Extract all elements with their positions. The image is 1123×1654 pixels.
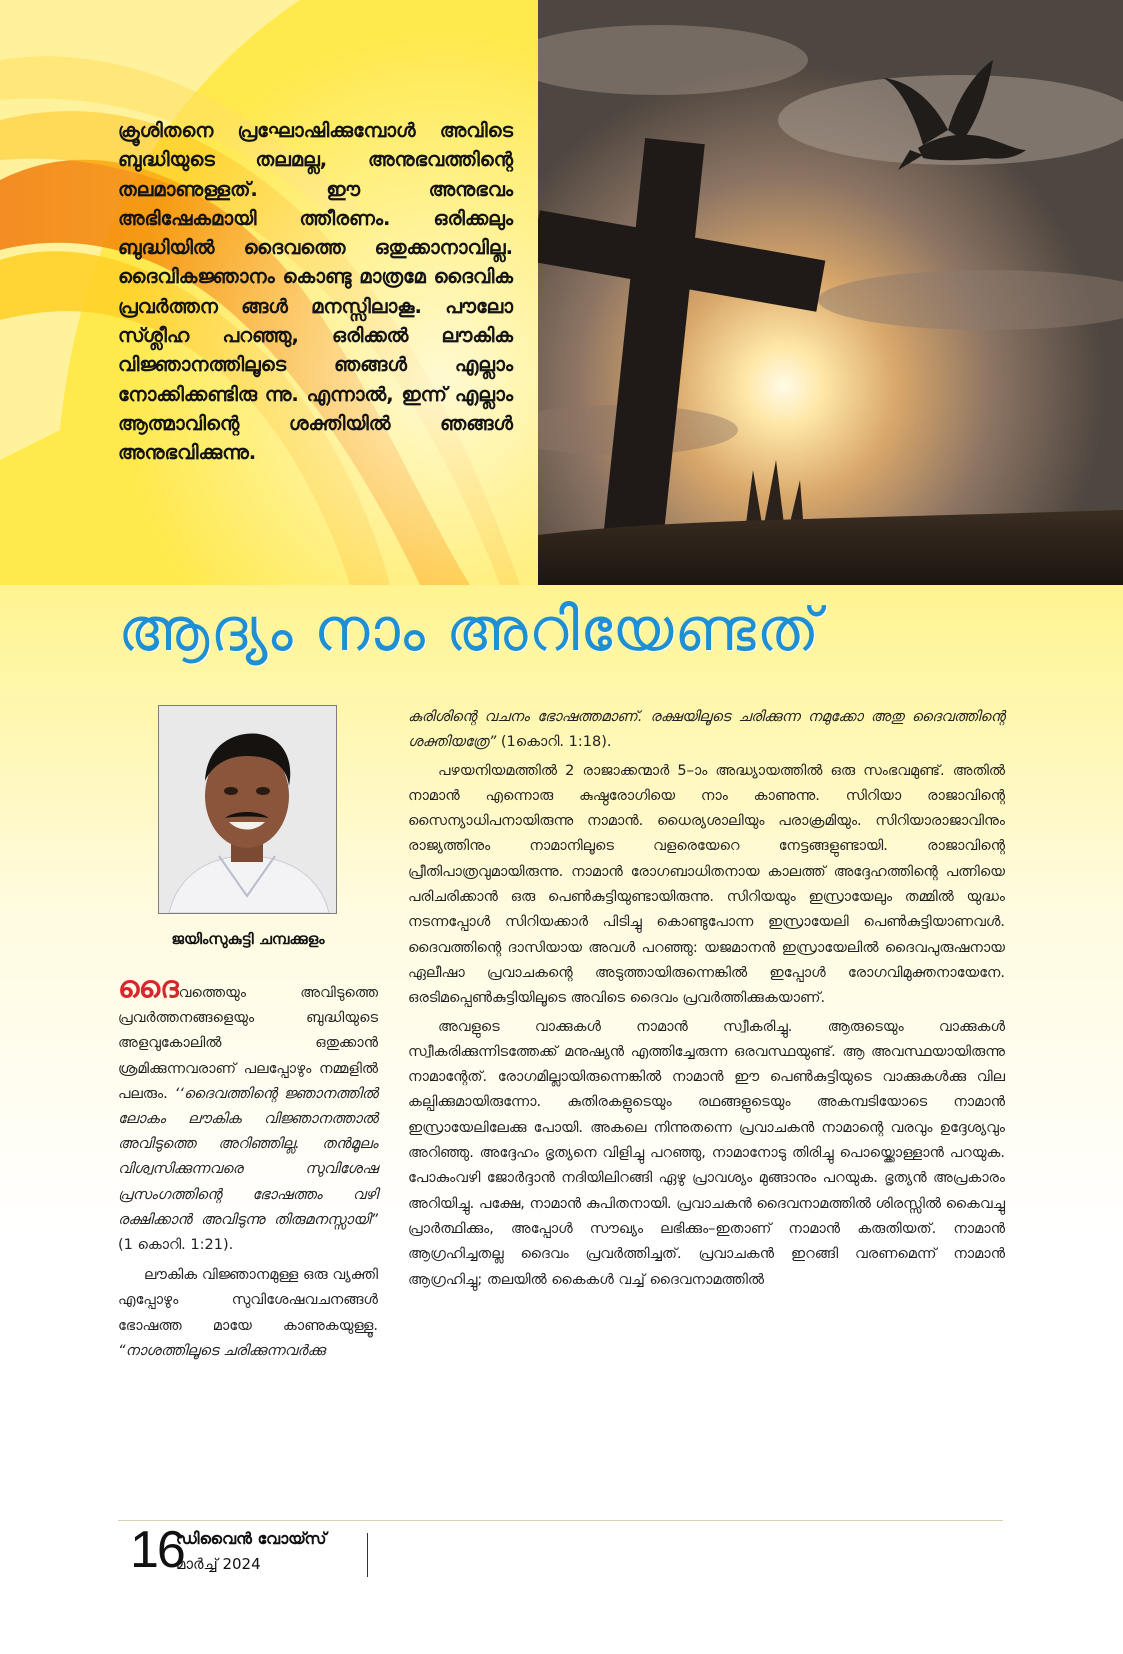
left-paragraph-1 [118, 970, 378, 1258]
right-p1-quote: കുരിശിന്റെ വചനം ഭോഷത്തമാണ്. രക്ഷയിലൂടെ ചരിക്കുന്ന നമുക്കോ അതു ദൈവത്തിന്റെ ശക്തിയത്രേ” [408, 709, 1005, 751]
left-paragraph-2 [118, 1263, 378, 1364]
cross-dove-illustration [538, 0, 1123, 585]
cross-sunset-photo [538, 0, 1123, 585]
footer-divider [118, 1520, 1003, 1521]
left-p2-quote: “നാശത്തിലൂടെ ചരിക്കുന്നവർക്കു [118, 1342, 326, 1359]
left-p1-ref: (1 കൊറി. 1:21). [118, 1237, 234, 1254]
right-paragraph-3: അവളുടെ വാക്കുകൾ നാമാൻ സ്വീകരിച്ചു. ആരുടെയും വാക്കുകൾ സ്വീകരിക്കുന്നിടത്തേക്ക് മനുഷ്യൻ എത്തിച്ചേരുന്ന ഒരവസ്ഥയുണ്ട്. ആ അവസ്ഥയായിരുന്നു നാമാന്റേത്. രോഗമില്ലായിരുന്നെങ്കിൽ നാമാൻ ഈ പെൺകുട്ടിയുടെ വാക്കുകൾക്കു വില കല്പിക്കുമായിരുന്നോ. കുതിരകളുടെയും രഥങ്ങളുടെയും അകമ്പടിയോടെ നാമാൻ ഇസ്രായേലിലേക്കു പോയി. അകലെ നിന്നുതന്നെ പ്രവാചകൻ നാമാന്റെ വരവും ഉദ്ദേശ്യവും അറിഞ്ഞു. അദ്ദേഹം ഭൃത്യനെ വിളിച്ചു പറഞ്ഞു, നാമാനോടു തിരിച്ചു പൊയ്ക്കൊള്ളാൻ പറയുക. പോകുംവഴി ജോർദ്ദാൻ നദിയിലിറങ്ങി ഏഴു പ്രാവശ്യം മുങ്ങാനും പറയുക. ഭൃത്യൻ അപ്രകാരം അറിയിച്ചു. പക്ഷേ, നാമാൻ കുപിതനായി. പ്രവാചകൻ ദൈവനാമത്തിൽ ശിരസ്സിൽ കൈവച്ചു പ്രാർത്ഥിക്കും, അപ്പോൾ സൗഖ്യം ലഭിക്കും–ഇതാണ് നാമാൻ കരുതിയത്. നാമാൻ ആഗ്രഹിച്ചതല്ല ദൈവം പ്രവർത്തിച്ചത്. പ്രവാചകൻ ഇറങ്ങി വരണമെന്ന് നാമാൻ ആഗ്രഹിച്ചു; തലയിൽ കൈകൾ വച്ച് ദൈവനാമത്തിൽ [408, 1018, 1005, 1288]
left-column [118, 970, 378, 1364]
left-p1-quote: ‘‘ദൈവത്തിന്റെ ജ്ഞാനത്തിൽ ലോകം ലൗകിക വിജ്ഞാനത്താൽ അവിടുത്തെ അറിഞ്ഞില്ല. തൻമൂലം വിശ്വസിക്കുന്നവരെ സുവിശേഷ പ്രസംഗത്തിന്റെ ഭോഷത്തം വഴി രക്ഷിക്കാൻ അവിടുന്നു തിരുമനസ്സായി” [118, 1085, 378, 1228]
right-paragraph-1 [408, 705, 1005, 756]
author-portrait [159, 706, 336, 913]
drop-cap: ദൈ [118, 970, 179, 1005]
right-column [408, 705, 1005, 1293]
right-paragraph-2: പഴയനിയമത്തിൽ 2 രാജാക്കന്മാർ 5–ാം അദ്ധ്യായത്തിൽ ഒരു സംഭവമുണ്ട്. അതിൽ നാമാൻ എന്നൊരു കുഷ്ഠരോഗിയെ നാം കാണുന്നു. സിറിയാ രാജാവിന്റെ സൈന്യാധിപനായിരുന്നു നാമാൻ. ധൈര്യശാലിയും പരാക്രമിയും. സിറിയാരാജാവിനും രാജ്യത്തിനും നാമാനിലൂടെ വളരെയേറെ നേട്ടങ്ങളുണ്ടായി. രാജാവിന്റെ പ്രീതിപാത്രവുമായിരുന്നു. നാമാൻ രോഗബാധിതനായ കാലത്ത് അദ്ദേഹത്തിന്റെ പത്നിയെ പരിചരിക്കാൻ ഒരു പെൺകുട്ടിയുണ്ടായിരുന്നു. സിറിയയും ഇസ്രായേലും തമ്മിൽ യുദ്ധം നടന്നപ്പോൾ സിറിയക്കാർ പിടിച്ചു കൊണ്ടുപോന്ന ഇസ്രായേലി പെൺകുട്ടിയാണവൾ. ദൈവത്തിന്റെ ദാസിയായ അവൾ പറഞ്ഞു: യജമാനൻ ഇസ്രായേലിൽ ദൈവപുരുഷനായ ഏലീഷാ പ്രവാചകന്റെ അടുത്തായിരുന്നെങ്കിൽ ഇപ്പോൾ രോഗവിമുക്തനായേനേ. ഒരടിമപ്പെൺകുട്ടിയിലൂടെ അവിടെ ദൈവം പ്രവർത്തിക്കുകയാണ്. [408, 762, 1005, 1007]
page-number: 16 [130, 1521, 184, 1579]
magazine-name: ഡിവൈൻ വോയ്സ് [176, 1529, 327, 1548]
left-p1-lead: വത്തെയും അവിടുത്തെ പ്രവർത്തനങ്ങളെയും ബുദ്ധിയുടെ അളവുകോലിൽ ഒതുക്കാൻ ശ്രമിക്കുന്നവരാണ് പലപ്പോഴും നമ്മളിൽ പലരും. [118, 985, 378, 1102]
right-p1-ref: (1കൊറി. 1:18). [496, 734, 612, 751]
author-name: ജയിംസുകുട്ടി ചമ്പക്കുളം [171, 930, 325, 948]
issue-date: മാർച്ച് 2024 [176, 1555, 261, 1573]
pull-quote: ക്രൂശിതനെ പ്രഘോഷിക്കുമ്പോൾ അവിടെ ബുദ്ധിയുടെ തലമല്ല, അനുഭവത്തിന്റെ തലമാണുള്ളത്. ഈ അനുഭവം അഭിഷേകമായി ത്തീരണം. ഒരിക്കലും ബുദ്ധിയിൽ ദൈവത്തെ ഒതുക്കാനാവില്ല. ദൈവികജ്ഞാനം കൊണ്ടു മാത്രമേ ദൈവിക പ്രവർത്തന ങ്ങൾ മനസ്സിലാകൂ. പൗലോ സ്ശ്ലീഹ പറഞ്ഞു, ഒരിക്കൽ ലൗകിക വിജ്ഞാനത്തിലൂടെ ഞങ്ങൾ എല്ലാം നോക്കിക്കണ്ടിരു ന്നു. എന്നാൽ, ഇന്ന് എല്ലാം ആത്മാവിന്റെ ശക്തിയിൽ ഞങ്ങൾ അനുഭവിക്കുന്നു. [118, 119, 513, 465]
footer-vertical-rule [367, 1533, 368, 1577]
left-p2-lead: ലൗകിക വിജ്ഞാനമുള്ള ഒരു വ്യക്തി എപ്പോഴും സുവിശേഷവചനങ്ങൾ ഭോഷത്ത മായേ കാണുകയുള്ളൂ. [118, 1267, 378, 1334]
article-title: ആദ്യം നാം അറിയേണ്ടത് [118, 595, 821, 665]
author-photo [158, 705, 337, 914]
decorative-swoosh-panel [0, 0, 540, 585]
